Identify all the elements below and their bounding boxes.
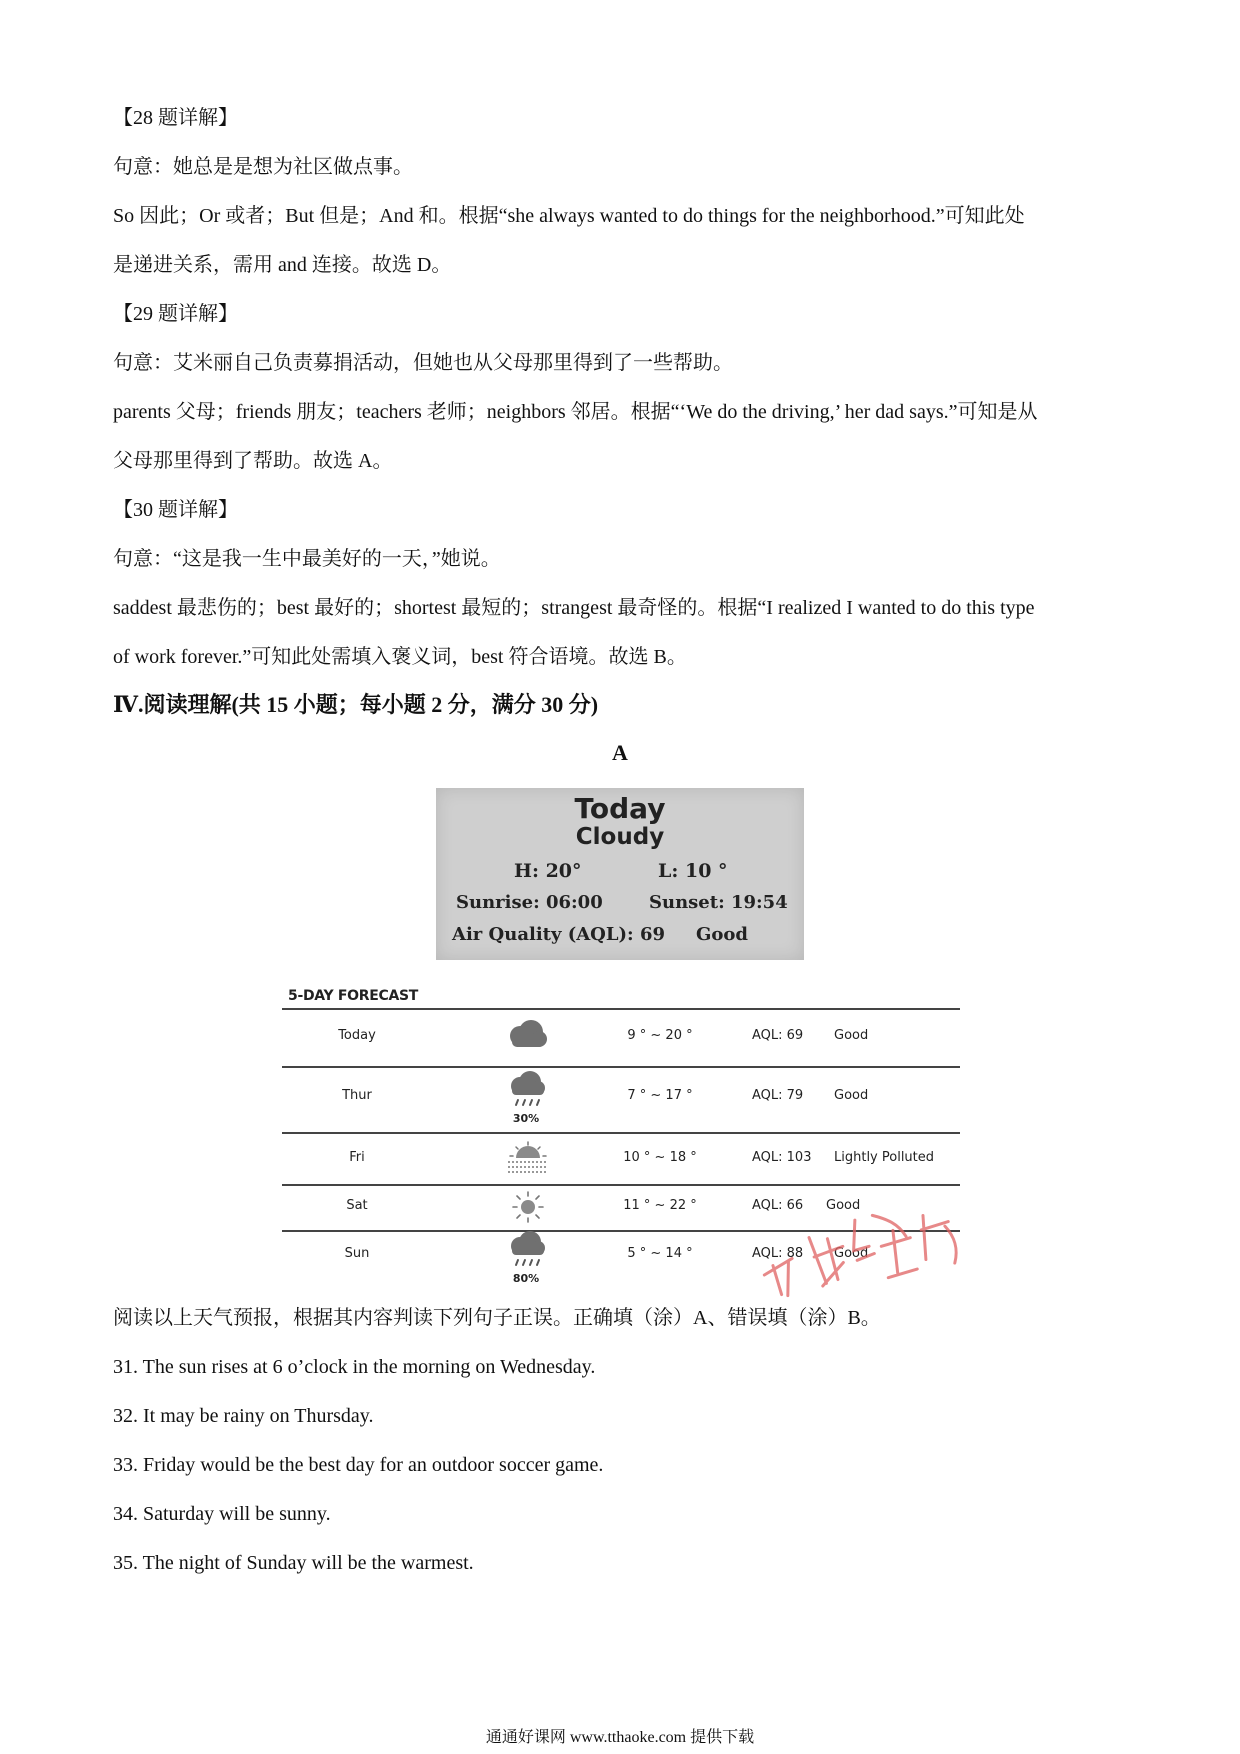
forecast-temp: 11 ° ~ 22 ° (623, 1198, 697, 1213)
forecast-aql: AQL: 79 (752, 1088, 804, 1103)
question-35: 35. The night of Sunday will be the warmest. (113, 1552, 474, 1574)
question-31: 31. The sun rises at 6 o’clock in the morning on Wednesday. (113, 1356, 596, 1378)
rain-chance: 80% (512, 1272, 540, 1285)
q29-explanation-1: parents 父母；friends 朋友；teachers 老师；neighbors 邻居。根据“‘We do the driving,’ her dad says.”可知是从 (113, 401, 1038, 423)
forecast-aql: AQL: 69 (752, 1028, 804, 1043)
q28-heading: 【28 题详解】 (113, 107, 238, 129)
q29-meaning: 句意：艾米丽自己负责募捐活动，但她也从父母那里得到了一些帮助。 (113, 352, 733, 374)
q30-explanation-2: of work forever.”可知此处需填入褒义词，best 符合语境。故选 B。 (113, 646, 687, 668)
forecast-aql: AQL: 103 (752, 1150, 812, 1165)
forecast-quality: Good (826, 1198, 861, 1213)
forecast-row-fri (282, 1132, 960, 1184)
forecast-title: 5-DAY FORECAST (288, 988, 419, 1004)
today-low: L: 10 ° (658, 860, 728, 882)
forecast-day: Sun (344, 1246, 370, 1261)
forecast-aql: AQL: 88 (752, 1246, 804, 1261)
cloud-icon (496, 1016, 556, 1056)
forecast-temp: 10 ° ~ 18 ° (623, 1150, 697, 1165)
forecast-day: Fri (349, 1150, 365, 1165)
q28-explanation-1: So 因此；Or 或者；But 但是；And 和。根据“she always wanted to do things for the neighborhood.”可知此处 (113, 205, 1025, 227)
forecast-row-today (282, 1008, 960, 1066)
forecast-row-thur (282, 1066, 960, 1132)
forecast-day: Thur (342, 1088, 372, 1103)
question-33: 33. Friday would be the best day for an outdoor soccer game. (113, 1454, 604, 1476)
rain-icon (496, 1070, 556, 1110)
rain-icon (496, 1230, 556, 1270)
forecast-temp: 5 ° ~ 14 ° (627, 1246, 693, 1261)
forecast-quality: Lightly Polluted (834, 1150, 935, 1165)
today-air-quality: Air Quality (AQL): 69 (452, 924, 665, 945)
q30-heading: 【30 题详解】 (113, 499, 238, 521)
q29-explanation-2: 父母那里得到了帮助。故选 A。 (113, 450, 393, 472)
forecast-day: Sat (346, 1198, 368, 1213)
q30-meaning: 句意：“这是我一生中最美好的一天，”她说。 (113, 548, 501, 570)
q28-meaning: 句意：她总是是想为社区做点事。 (113, 156, 413, 178)
question-32: 32. It may be rainy on Thursday. (113, 1405, 374, 1427)
q29-heading: 【29 题详解】 (113, 303, 238, 325)
today-weather-panel (436, 788, 804, 960)
page-footer: 通通好课网 www.tthaoke.com 提供下载 (485, 1729, 755, 1746)
forecast-aql: AQL: 66 (752, 1198, 804, 1213)
today-sunset: Sunset: 19:54 (649, 892, 788, 913)
passage-label: A (612, 740, 628, 765)
today-condition: Cloudy (575, 824, 665, 850)
q28-explanation-2: 是递进关系，需用 and 连接。故选 D。 (113, 254, 452, 276)
forecast-quality: Good (834, 1246, 869, 1261)
sun-icon (496, 1187, 556, 1227)
forecast-quality: Good (834, 1028, 869, 1043)
forecast-temp: 7 ° ~ 17 ° (627, 1088, 693, 1103)
rain-chance: 30% (512, 1112, 540, 1125)
q30-explanation-1: saddest 最悲伤的；best 最好的；shortest 最短的；strangest 最奇怪的。根据“I realized I wanted to do this type (113, 597, 1035, 619)
question-34: 34. Saturday will be sunny. (113, 1503, 331, 1525)
reading-instruction: 阅读以上天气预报，根据其内容判读下列句子正误。正确填（涂）A、错误填（涂）B。 (113, 1307, 881, 1329)
haze-sun-icon (496, 1140, 556, 1180)
forecast-temp: 9 ° ~ 20 ° (627, 1028, 693, 1043)
forecast-quality: Good (834, 1088, 869, 1103)
today-sunrise: Sunrise: 06:00 (456, 892, 603, 913)
today-title: Today (574, 792, 666, 825)
today-high: H: 20° (514, 860, 582, 882)
today-air-quality-label: Good (696, 924, 748, 945)
section-heading: Ⅳ.阅读理解(共 15 小题；每小题 2 分，满分 30 分) (113, 692, 599, 717)
forecast-day: Today (338, 1028, 376, 1043)
